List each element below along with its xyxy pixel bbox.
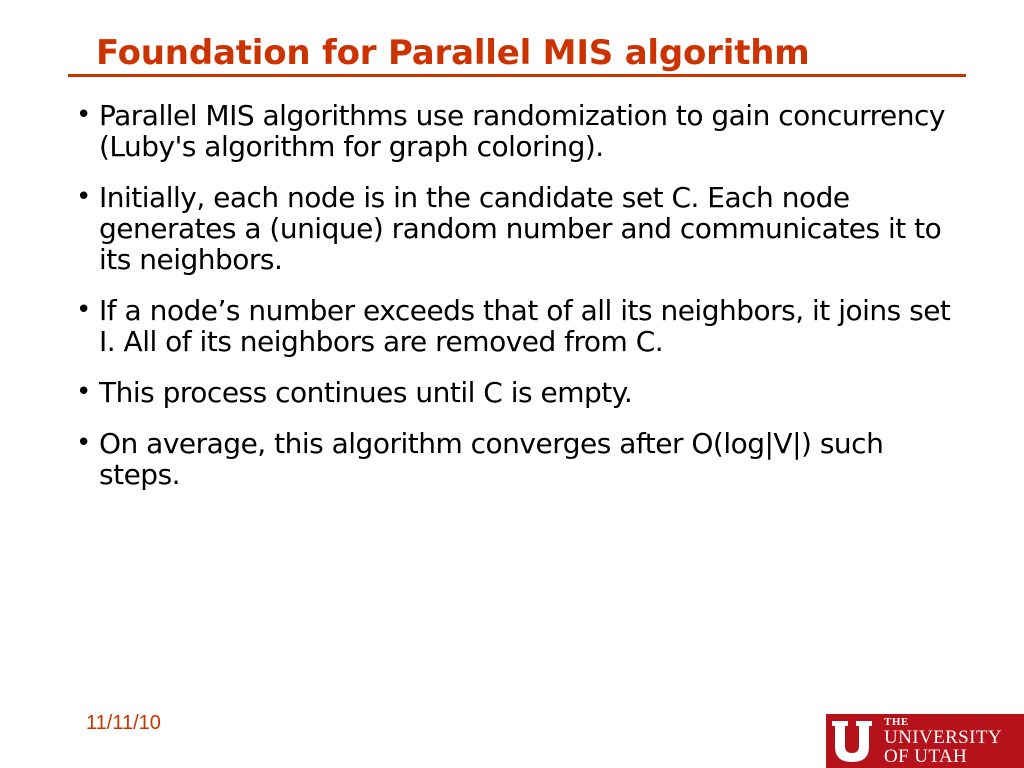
bullet-list (74, 100, 954, 510)
bullet-text: Parallel MIS algorithms use randomization to gain concurrency (Luby's algorithm for graph coloring). (99, 99, 945, 163)
bullet-dot: • (76, 100, 91, 130)
bullet-dot: • (76, 428, 91, 458)
logo-line-of-utah: OF UTAH (884, 745, 968, 767)
slide-title: Foundation for Parallel MIS algorithm (96, 33, 810, 73)
bullet-item (74, 295, 954, 357)
logo-line-the: THE (884, 715, 909, 728)
bullet-dot: • (76, 377, 91, 407)
bullet-item (74, 182, 954, 275)
bullet-text: If a node’s number exceeds that of all its neighbors, it joins set I. All of its neighbors are removed from C. (99, 294, 951, 358)
bullet-text: Initially, each node is in the candidate set C. Each node generates a (unique) random number and communicates it to its neighbors. (99, 181, 942, 276)
bullet-text: On average, this algorithm converges after O(log|V|) such steps. (99, 427, 884, 491)
university-of-utah-logo (826, 714, 1024, 768)
bullet-dot: • (76, 182, 91, 212)
bullet-text: This process continues until C is empty. (99, 376, 633, 409)
bullet-dot: • (76, 295, 91, 325)
bullet-item (74, 100, 954, 162)
logo-wordmark (878, 714, 1024, 768)
logo-line-university: UNIVERSITY (884, 726, 1002, 748)
block-u-logo-icon (826, 714, 878, 768)
bullet-item (74, 428, 954, 490)
bullet-item (74, 377, 954, 408)
title-underline (68, 74, 966, 77)
footer-date: 11/11/10 (86, 712, 161, 734)
